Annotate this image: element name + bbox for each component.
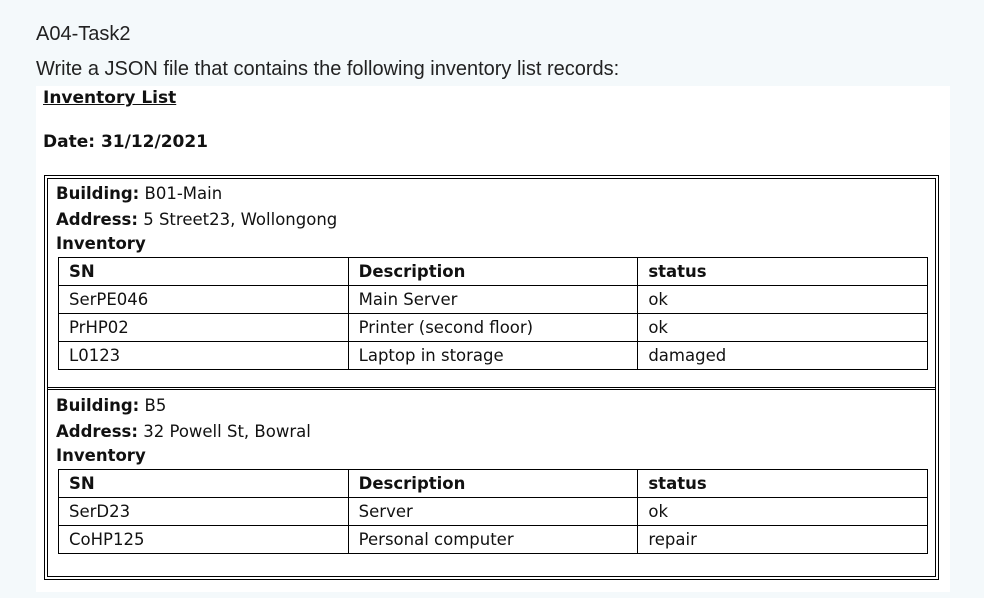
inventory-outer-table [44,175,939,580]
building-label: Building: [56,396,140,415]
cell-description: Laptop in storage [348,342,638,370]
table-row [59,498,928,526]
cell-status: repair [638,526,928,554]
building-section [48,391,935,580]
cell-status: ok [638,498,928,526]
building-line [56,395,166,417]
address-line [56,421,311,443]
table-row [59,342,928,370]
cell-sn: L0123 [59,342,349,370]
cell-sn: CoHP125 [59,526,349,554]
inventory-label: Inventory [56,234,146,253]
col-status-header: status [638,258,928,286]
inventory-table [58,469,928,554]
col-sn-header: SN [59,258,349,286]
table-header-row [59,470,928,498]
building-value: B01-Main [144,184,223,203]
cell-description: Server [348,498,638,526]
table-row [59,314,928,342]
building-line [56,183,222,205]
cell-status: ok [638,314,928,342]
cell-description: Personal computer [348,526,638,554]
address-value: 32 Powell St, Bowral [143,422,311,441]
inventory-document-image [36,86,950,592]
table-header-row [59,258,928,286]
cell-description: Main Server [348,286,638,314]
col-description-header: Description [348,470,638,498]
document-title: Inventory List [43,88,177,108]
date-label: Date: [43,132,96,152]
task-instruction: Write a JSON file that contains the following inventory list records: [36,58,620,80]
address-label: Address: [56,210,138,229]
task-heading: A04-Task2 [36,23,131,45]
document-date [43,132,208,152]
inventory-table [58,257,928,370]
col-description-header: Description [348,258,638,286]
cell-status: damaged [638,342,928,370]
address-label: Address: [56,422,138,441]
col-status-header: status [638,470,928,498]
col-sn-header: SN [59,470,349,498]
building-value: B5 [144,396,167,415]
table-row [59,526,928,554]
building-section [48,179,935,390]
date-value: 31/12/2021 [100,132,209,152]
inventory-label: Inventory [56,446,146,465]
address-value: 5 Street23, Wollongong [143,210,338,229]
cell-sn: SerPE046 [59,286,349,314]
cell-sn: SerD23 [59,498,349,526]
building-label: Building: [56,184,140,203]
table-row [59,286,928,314]
cell-sn: PrHP02 [59,314,349,342]
cell-description: Printer (second floor) [348,314,638,342]
cell-status: ok [638,286,928,314]
address-line [56,209,337,231]
